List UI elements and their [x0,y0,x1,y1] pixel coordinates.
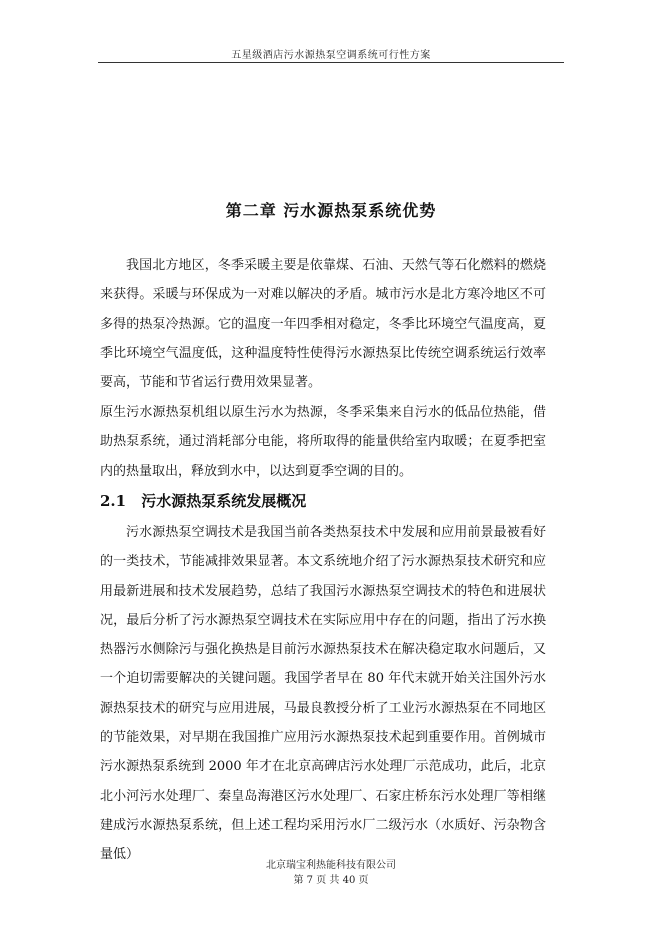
page-header: 五星级酒店污水源热泵空调系统可行性方案 [231,50,431,61]
chapter-title: 第二章 污水源热泵系统优势 [225,201,437,220]
footer-page-number: 第 7 页 共 40 页 [293,875,369,886]
section-title: 污水源热泵系统发展概况 [141,492,307,510]
paragraph-principle: 原生污水源热泵机组以原生污水为热源，冬季采集来自污水的低品位热能，借助热泵系统，通过消耗部分电能，将所取得的能量供给室内取暖；在夏季把室内的热量取出，释放到水中，以达到夏季空调的目的。 [100,405,546,479]
header-rule [98,62,564,63]
section-heading [100,490,306,511]
paragraph-development: 污水源热泵空调技术是我国当前各类热泵技术中发展和应用前景最被看好的一类技术，节能减排效果显著。本文系统地介绍了污水源热泵技术研究和应用最新进展和技术发展趋势，总结了我国污水源热泵空调技术的特色和进展状况，最后分析了污水源热泵空调技术在实际应用中存在的问题，指出了污水换热器污水侧除污与强化换热是目前污水源热泵技术在解决稳定取水问题后，又一个迫切需要解决的关键问题。我国学者早在 80 年代末就开始关注国外污水源热泵技术的研究与应用进展，马最良教授分析了工业污水源热泵在不同地区的节能效果，对早期在我国推广应用污水源热泵技术起到重要作用。首例城市污水源热泵系统到 2000 年才在北京高碑店污水处理厂示范成功，此后，北京北小河污水处理厂、秦皇岛海港区污水处理厂、石家庄桥东污水处理厂等相继建成污水源热泵系统，但上述工程均采用污水厂二级污水（水质好、污杂物含量低） [100,525,546,863]
section-number: 2.1 [100,492,127,510]
paragraph-intro: 我国北方地区，冬季采暖主要是依靠煤、石油、天然气等石化燃料的燃烧来获得。采暖与环保成为一对难以解决的矛盾。城市污水是北方寒冷地区不可多得的热泵冷热源。它的温度一年四季相对稳定，冬季比环境空气温度高，夏季比环境空气温度低，这种温度特性使得污水源热泵比传统空调系统运行效率要高，节能和节省运行费用效果显著。 [100,258,546,391]
footer-company: 北京瑞宝利热能科技有限公司 [266,860,396,871]
